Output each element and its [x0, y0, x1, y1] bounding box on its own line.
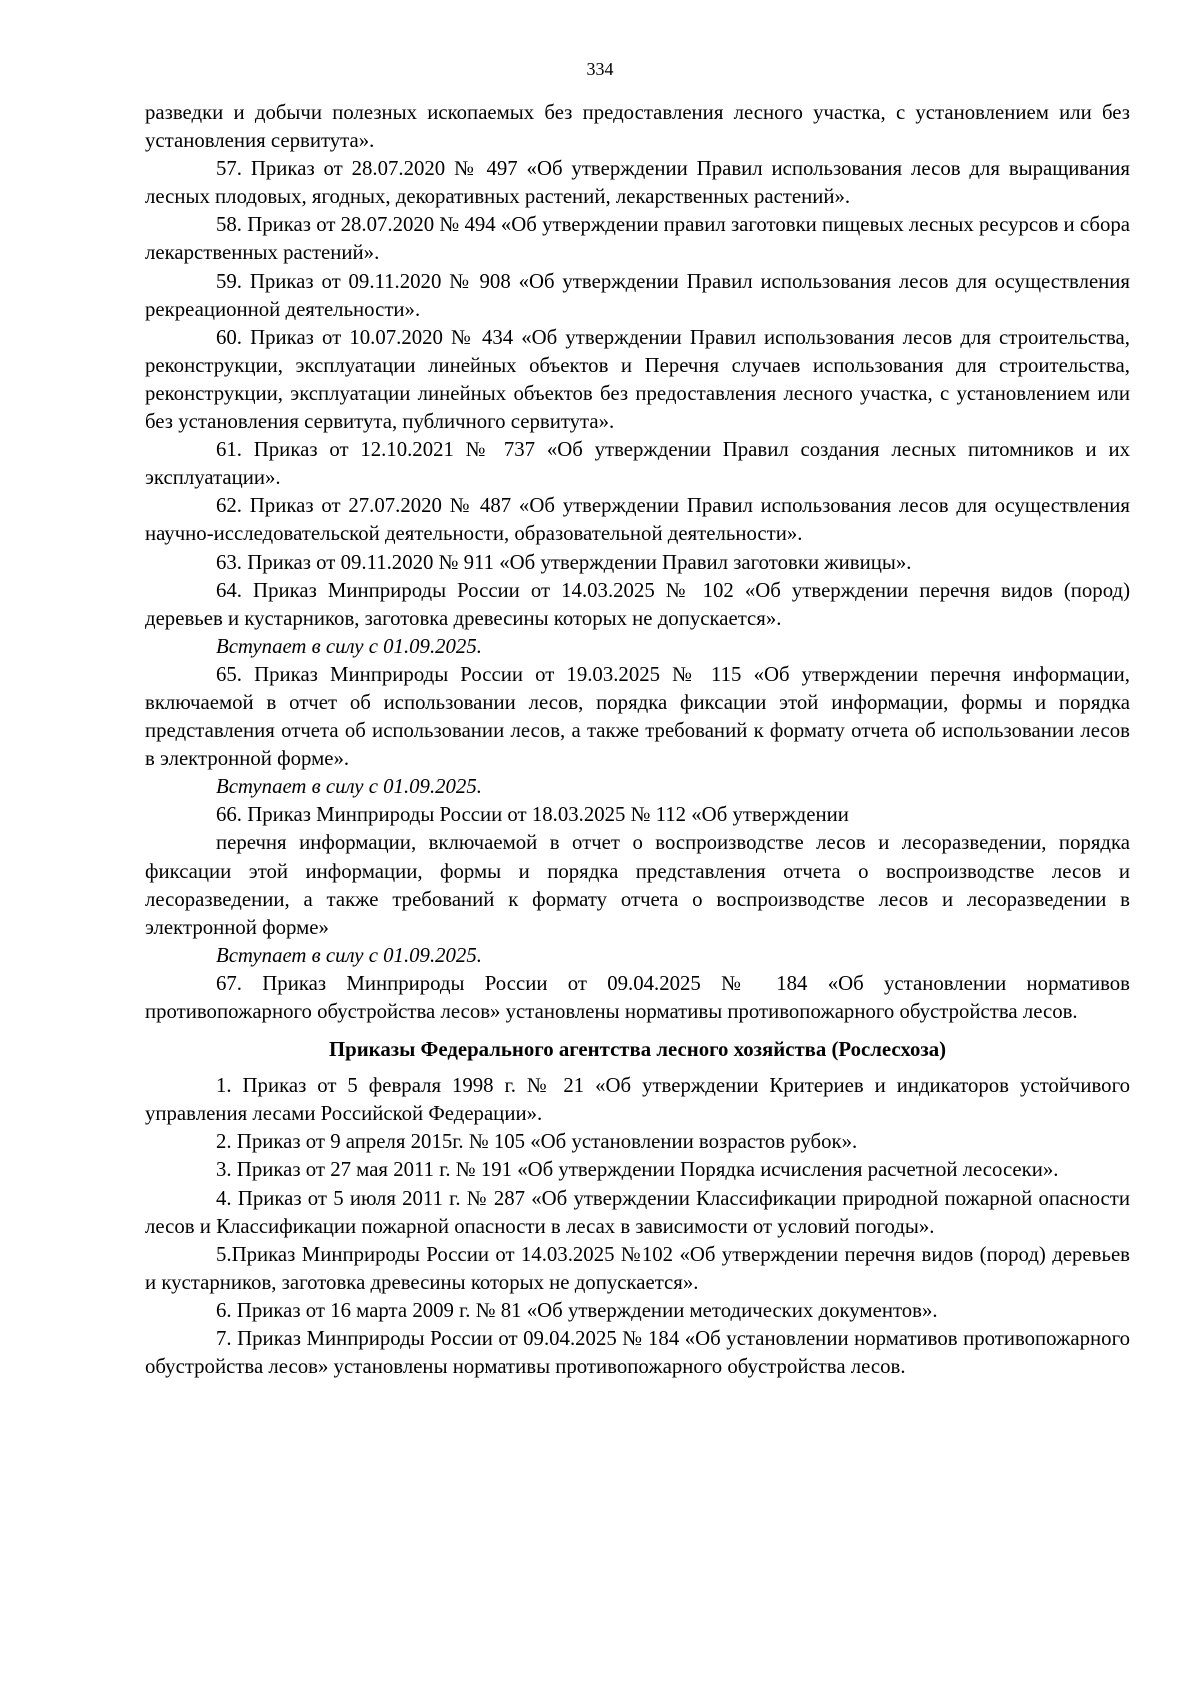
rosleshoz-item-3: 3. Приказ от 27 мая 2011 г. № 191 «Об утверждении Порядка исчисления расчетной лесосеки». [216, 1158, 1059, 1182]
document-body [145, 99, 1130, 1381]
rosleshoz-item-4: 4. Приказ от 5 июля 2011 г. № 287 «Об утверждении Классификации природной пожарной опасности лесов и Классификации пожарной опасности в лесах в зависимости от условий погоды». [145, 1186, 1130, 1238]
paragraph-continuation: разведки и добычи полезных ископаемых без предоставления лесного участка, с установлением или без установления сервитута». [145, 101, 1130, 153]
effective-date-note: Вступает в силу с 01.09.2025. [216, 943, 482, 967]
list-item-63: 63. Приказ от 09.11.2020 № 911 «Об утверждении Правил заготовки живицы». [216, 550, 912, 574]
list-item-58: 58. Приказ от 28.07.2020 № 494 «Об утверждении правил заготовки пищевых лесных ресурсов и сбора лекарственных растений». [145, 213, 1130, 265]
rosleshoz-item-2: 2. Приказ от 9 апреля 2015г. № 105 «Об установлении возрастов рубок». [216, 1130, 858, 1154]
list-item-67: 67. Приказ Минприроды России от 09.04.2025 № 184 «Об установлении нормативов противопожарного обустройства лесов» установлены нормативы противопожарного обустройства лесов. [145, 971, 1130, 1023]
list-item-64: 64. Приказ Минприроды России от 14.03.2025 № 102 «Об утверждении перечня видов (пород) деревьев и кустарников, заготовка древесины которых не допускается». [145, 578, 1130, 630]
effective-date-note: Вступает в силу с 01.09.2025. [216, 634, 482, 658]
rosleshoz-item-7: 7. Приказ Минприроды России от 09.04.2025 № 184 «Об установлении нормативов противопожарного обустройства лесов» установлены нормативы противопожарного обустройства лесов. [145, 1327, 1130, 1379]
effective-date-note: Вступает в силу с 01.09.2025. [216, 775, 482, 799]
list-item-65: 65. Приказ Минприроды России от 19.03.2025 № 115 «Об утверждении перечня информации, включаемой в отчет об использовании лесов, порядка фиксации этой информации, формы и порядка представления отчета об использовании лесов, а также требований к формату отчета об использовании лесов в электронной форме». [145, 662, 1130, 771]
list-item-66-continuation: перечня информации, включаемой в отчет о воспроизводстве лесов и лесоразведении, порядка фиксации этой информации, формы и порядка представления отчета о воспроизводстве лесов и лесоразведении, а также требований к формату отчета о воспроизводстве лесов и лесоразведении в электронной форме» [145, 831, 1130, 939]
list-item-61: 61. Приказ от 12.10.2021 № 737 «Об утверждении Правил создания лесных питомников и их эксплуатации». [145, 438, 1130, 490]
rosleshoz-item-5: 5.Приказ Минприроды России от 14.03.2025 №102 «Об утверждении перечня видов (пород) деревьев и кустарников, заготовка древесины которых не допускается». [145, 1242, 1130, 1294]
rosleshoz-item-6: 6. Приказ от 16 марта 2009 г. № 81 «Об утверждении методических документов». [216, 1298, 938, 1322]
page-number: 334 [586, 59, 614, 79]
list-item-59: 59. Приказ от 09.11.2020 № 908 «Об утверждении Правил использования лесов для осуществления рекреационной деятельности». [145, 269, 1130, 321]
list-item-66: 66. Приказ Минприроды России от 18.03.2025 № 112 «Об утверждении [216, 803, 849, 827]
list-item-62: 62. Приказ от 27.07.2020 № 487 «Об утверждении Правил использования лесов для осуществления научно-исследовательской деятельности, образовательной деятельности». [145, 494, 1130, 546]
list-item-60: 60. Приказ от 10.07.2020 № 434 «Об утверждении Правил использования лесов для строительства, реконструкции, эксплуатации линейных объектов и Перечня случаев использования для строительства, реконструкции, эксплуатации линейных объектов без предоставления лесного участка, с установлением или без установления сервитута, публичного сервитута». [145, 325, 1130, 434]
section-heading: Приказы Федерального агентства лесного хозяйства (Рослесхоза) [328, 1038, 947, 1062]
list-item-57: 57. Приказ от 28.07.2020 № 497 «Об утверждении Правил использования лесов для выращивания лесных плодовых, ягодных, декоративных растений, лекарственных растений». [145, 157, 1130, 209]
rosleshoz-item-1: 1. Приказ от 5 февраля 1998 г. № 21 «Об утверждении Критериев и индикаторов устойчивого управления лесами Российской Федерации». [145, 1074, 1130, 1126]
